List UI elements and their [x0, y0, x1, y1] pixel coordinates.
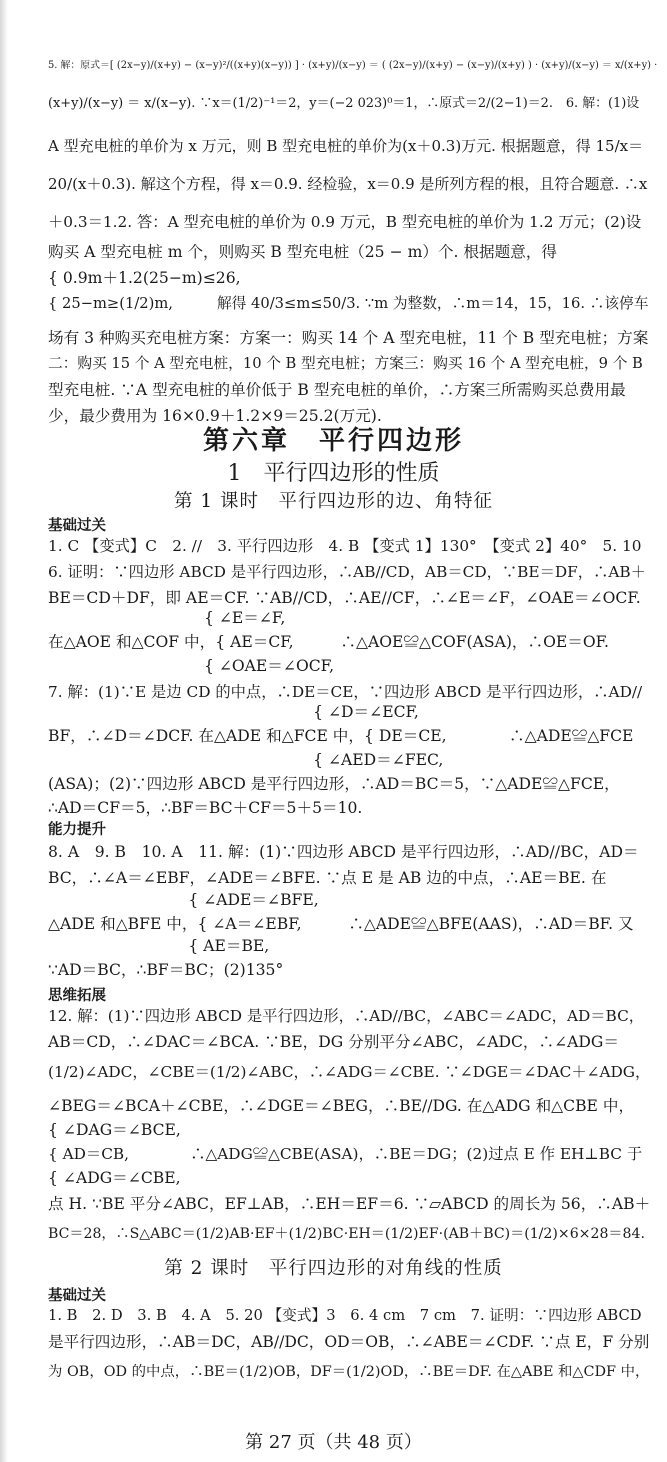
- text-line: (ASA)；(2)∵四边形 ABCD 是平行四边形，∴AD＝BC＝5，∵△ADE≌△FCE，: [48, 775, 620, 793]
- text-line: { ∠DAG＝∠BCE,: [48, 1121, 181, 1139]
- text-line: ∴AD＝CF＝5，∴BF＝BC＋CF＝5＋5＝10.: [48, 799, 363, 817]
- text-line: ∠BEG＝∠BCA＋∠CBE，∴∠DGE＝∠BEG，∴BE//DG. 在△ADG 和△CBE 中，: [48, 1097, 635, 1115]
- text-line: 6. 证明：∵四边形 ABCD 是平行四边形，∴AB//CD，AB＝CD，∵BE＝DF，∴AB＋: [48, 563, 646, 581]
- text-line: 是平行四边形，∴AB＝DC，AB//DC，OD＝OB，∴∠ABE＝∠CDF. ∵点 E，F 分别: [48, 1333, 650, 1351]
- text-line: { ∠D＝∠ECF,: [48, 703, 419, 721]
- text-line: 型充电桩. ∵A 型充电桩的单价低于 B 型充电桩的单价，∴方案三所需购买总费用最: [48, 381, 626, 399]
- text-line: BE＝CD＋DF，即 AE＝CF. ∵AB//CD，∴AE//CF，∴∠E＝∠F，∠OAE＝∠OCF.: [48, 589, 641, 607]
- text-line: BC＝28，∴S△ABC＝(1/2)AB·EF＋(1/2)BC·EH＝(1/2)EF·(AB＋BC)＝(1/2)×6×28＝84.: [48, 1226, 645, 1242]
- text-line: ∵AD＝BC，∴BF＝BC；(2)135°: [48, 961, 284, 979]
- heading-extension: 思维拓展: [48, 988, 106, 1004]
- text-line: 为 OB，OD 的中点，∴BE＝(1/2)OB，DF＝(1/2)OD，∴BE＝DF. 在△ABE 和△CDF 中，: [48, 1364, 650, 1380]
- text-line: 在△AOE 和△COF 中，{ AE＝CF, ∴△AOE≌△COF(ASA)，∴OE＝OF.: [48, 633, 610, 651]
- text-line: { ∠ADE＝∠BFE,: [48, 891, 319, 909]
- text-line: 少，最少费用为 16×0.9＋1.2×9＝25.2(万元).: [48, 407, 382, 425]
- text-line: 二：购买 15 个 A 型充电桩，10 个 B 型充电桩；方案三：购买 16 个 A 型充电桩，9 个 B: [48, 355, 643, 372]
- text-line: { ∠E＝∠F,: [48, 609, 286, 627]
- text-line: { AD＝CB, ∴△ADG≌△CBE(ASA)，∴BE＝DG；(2)过点 E 作 EH⊥BC 于: [48, 1145, 643, 1163]
- text-line: 5. 解：原式＝[ (2x−y)/(x+y) − (x−y)²/((x+y)(x−y)) ] · (x+y)/(x−y) ＝ ( (2x−y)/(x+y) − (x−y)/(x+y) ) · (x+y)/(x−y) ＝ x/(x+y) ·: [48, 60, 658, 71]
- text-line: 12. 解：(1)∵四边形 ABCD 是平行四边形，∴AD//BC，∠ABC＝∠ADC，AD＝BC，: [48, 1007, 645, 1025]
- text-line: 购买 A 型充电桩 m 个，则购买 B 型充电桩（25 − m）个. 根据题意，得: [48, 243, 558, 261]
- text-line: { AE＝BE,: [48, 937, 270, 955]
- lesson-1-title: 第 1 课时 平行四边形的边、角特征: [173, 491, 494, 512]
- text-line: BF，∴∠D＝∠DCF. 在△ADE 和△FCE 中，{ DE＝CE, ∴△ADE≌△FCE: [48, 727, 634, 745]
- text-line: △ADE 和△BFE 中，{ ∠A＝∠EBF, ∴△ADE≌△BFE(AAS)，∴AD＝BF. 又: [48, 915, 634, 933]
- lesson-2-title: 第 2 课时 平行四边形的对角线的性质: [164, 1258, 503, 1279]
- text-line: A 型充电桩的单价为 x 万元，则 B 型充电桩的单价为(x＋0.3)万元. 根据题意，得 15/x＝: [48, 137, 644, 155]
- text-line: 1. C 【变式】C 2. // 3. 平行四边形 4. B 【变式 1】130° 【变式 2】40° 5. 10: [48, 537, 642, 555]
- text-line: AB＝CD，∴∠DAC＝∠BCA. ∵BE，DG 分别平分∠ABC，∠ADC，∴∠ADG＝: [48, 1033, 619, 1051]
- text-line: BC，∴∠A＝∠EBF，∠ADE＝∠BFE. ∵点 E 是 AB 边的中点，∴AE＝BE. 在: [48, 869, 607, 887]
- text-line: 点 H. ∵BE 平分∠ABC，EF⊥AB，∴EH＝EF＝6. ∵▱ABCD 的周长为 56，∴AB＋: [48, 1195, 651, 1213]
- text-line: (1/2)∠ADC，∠CBE＝(1/2)∠ABC，∴∠ADG＝∠CBE. ∵∠DGE＝∠DAC＋∠ADG，: [48, 1063, 651, 1081]
- text-line: { 0.9m＋1.2(25−m)≤26,: [48, 269, 241, 287]
- page-edge-shadow: [0, 0, 8, 1462]
- text-line: (x+y)/(x−y) ＝ x/(x−y). ∵x＝(1/2)⁻¹＝2，y＝(−2 023)⁰＝1，∴原式＝2/(2−1)＝2. 6. 解：(1)设: [48, 96, 640, 111]
- text-line: { ∠OAE＝∠OCF,: [48, 657, 335, 675]
- heading-ability: 能力提升: [48, 822, 106, 838]
- text-line: { ∠AED＝∠FEC,: [48, 751, 444, 769]
- text-line: { ∠ADG＝∠CBE,: [48, 1169, 181, 1187]
- text-line: 1. B 2. D 3. B 4. A 5. 20 【变式】3 6. 4 cm 7 cm 7. 证明：∵四边形 ABCD: [48, 1307, 642, 1324]
- heading-basic-2: 基础过关: [48, 1288, 106, 1304]
- section-title: 1 平行四边形的性质: [227, 461, 440, 486]
- chapter-title: 第六章 平行四边形: [202, 426, 464, 456]
- text-line: 场有 3 种购买充电桩方案：方案一：购买 14 个 A 型充电桩，11 个 B 型充电桩；方案: [48, 329, 649, 347]
- page-footer: 第 27 页（共 48 页）: [245, 1432, 422, 1453]
- text-line: 20/(x＋0.3). 解这个方程，得 x＝0.9. 经检验，x＝0.9 是所列方程的根，且符合题意. ∴x: [48, 175, 648, 193]
- text-line: 7. 解：(1)∵E 是边 CD 的中点，∴DE＝CE，∵四边形 ABCD 是平行四边形，∴AD//: [48, 683, 643, 701]
- text-line: 8. A 9. B 10. A 11. 解：(1)∵四边形 ABCD 是平行四边形，∴AD//BC，AD＝: [48, 843, 639, 861]
- text-line: { 25−m≥(1/2)m, 解得 40/3≤m≤50/3. ∵m 为整数，∴m＝14，15，16. ∴该停车: [48, 295, 649, 312]
- heading-basic-1: 基础过关: [48, 518, 106, 534]
- text-line: ＋0.3＝1.2. 答：A 型充电桩的单价为 0.9 万元，B 型充电桩的单价为 1.2 万元；(2)设: [48, 213, 642, 231]
